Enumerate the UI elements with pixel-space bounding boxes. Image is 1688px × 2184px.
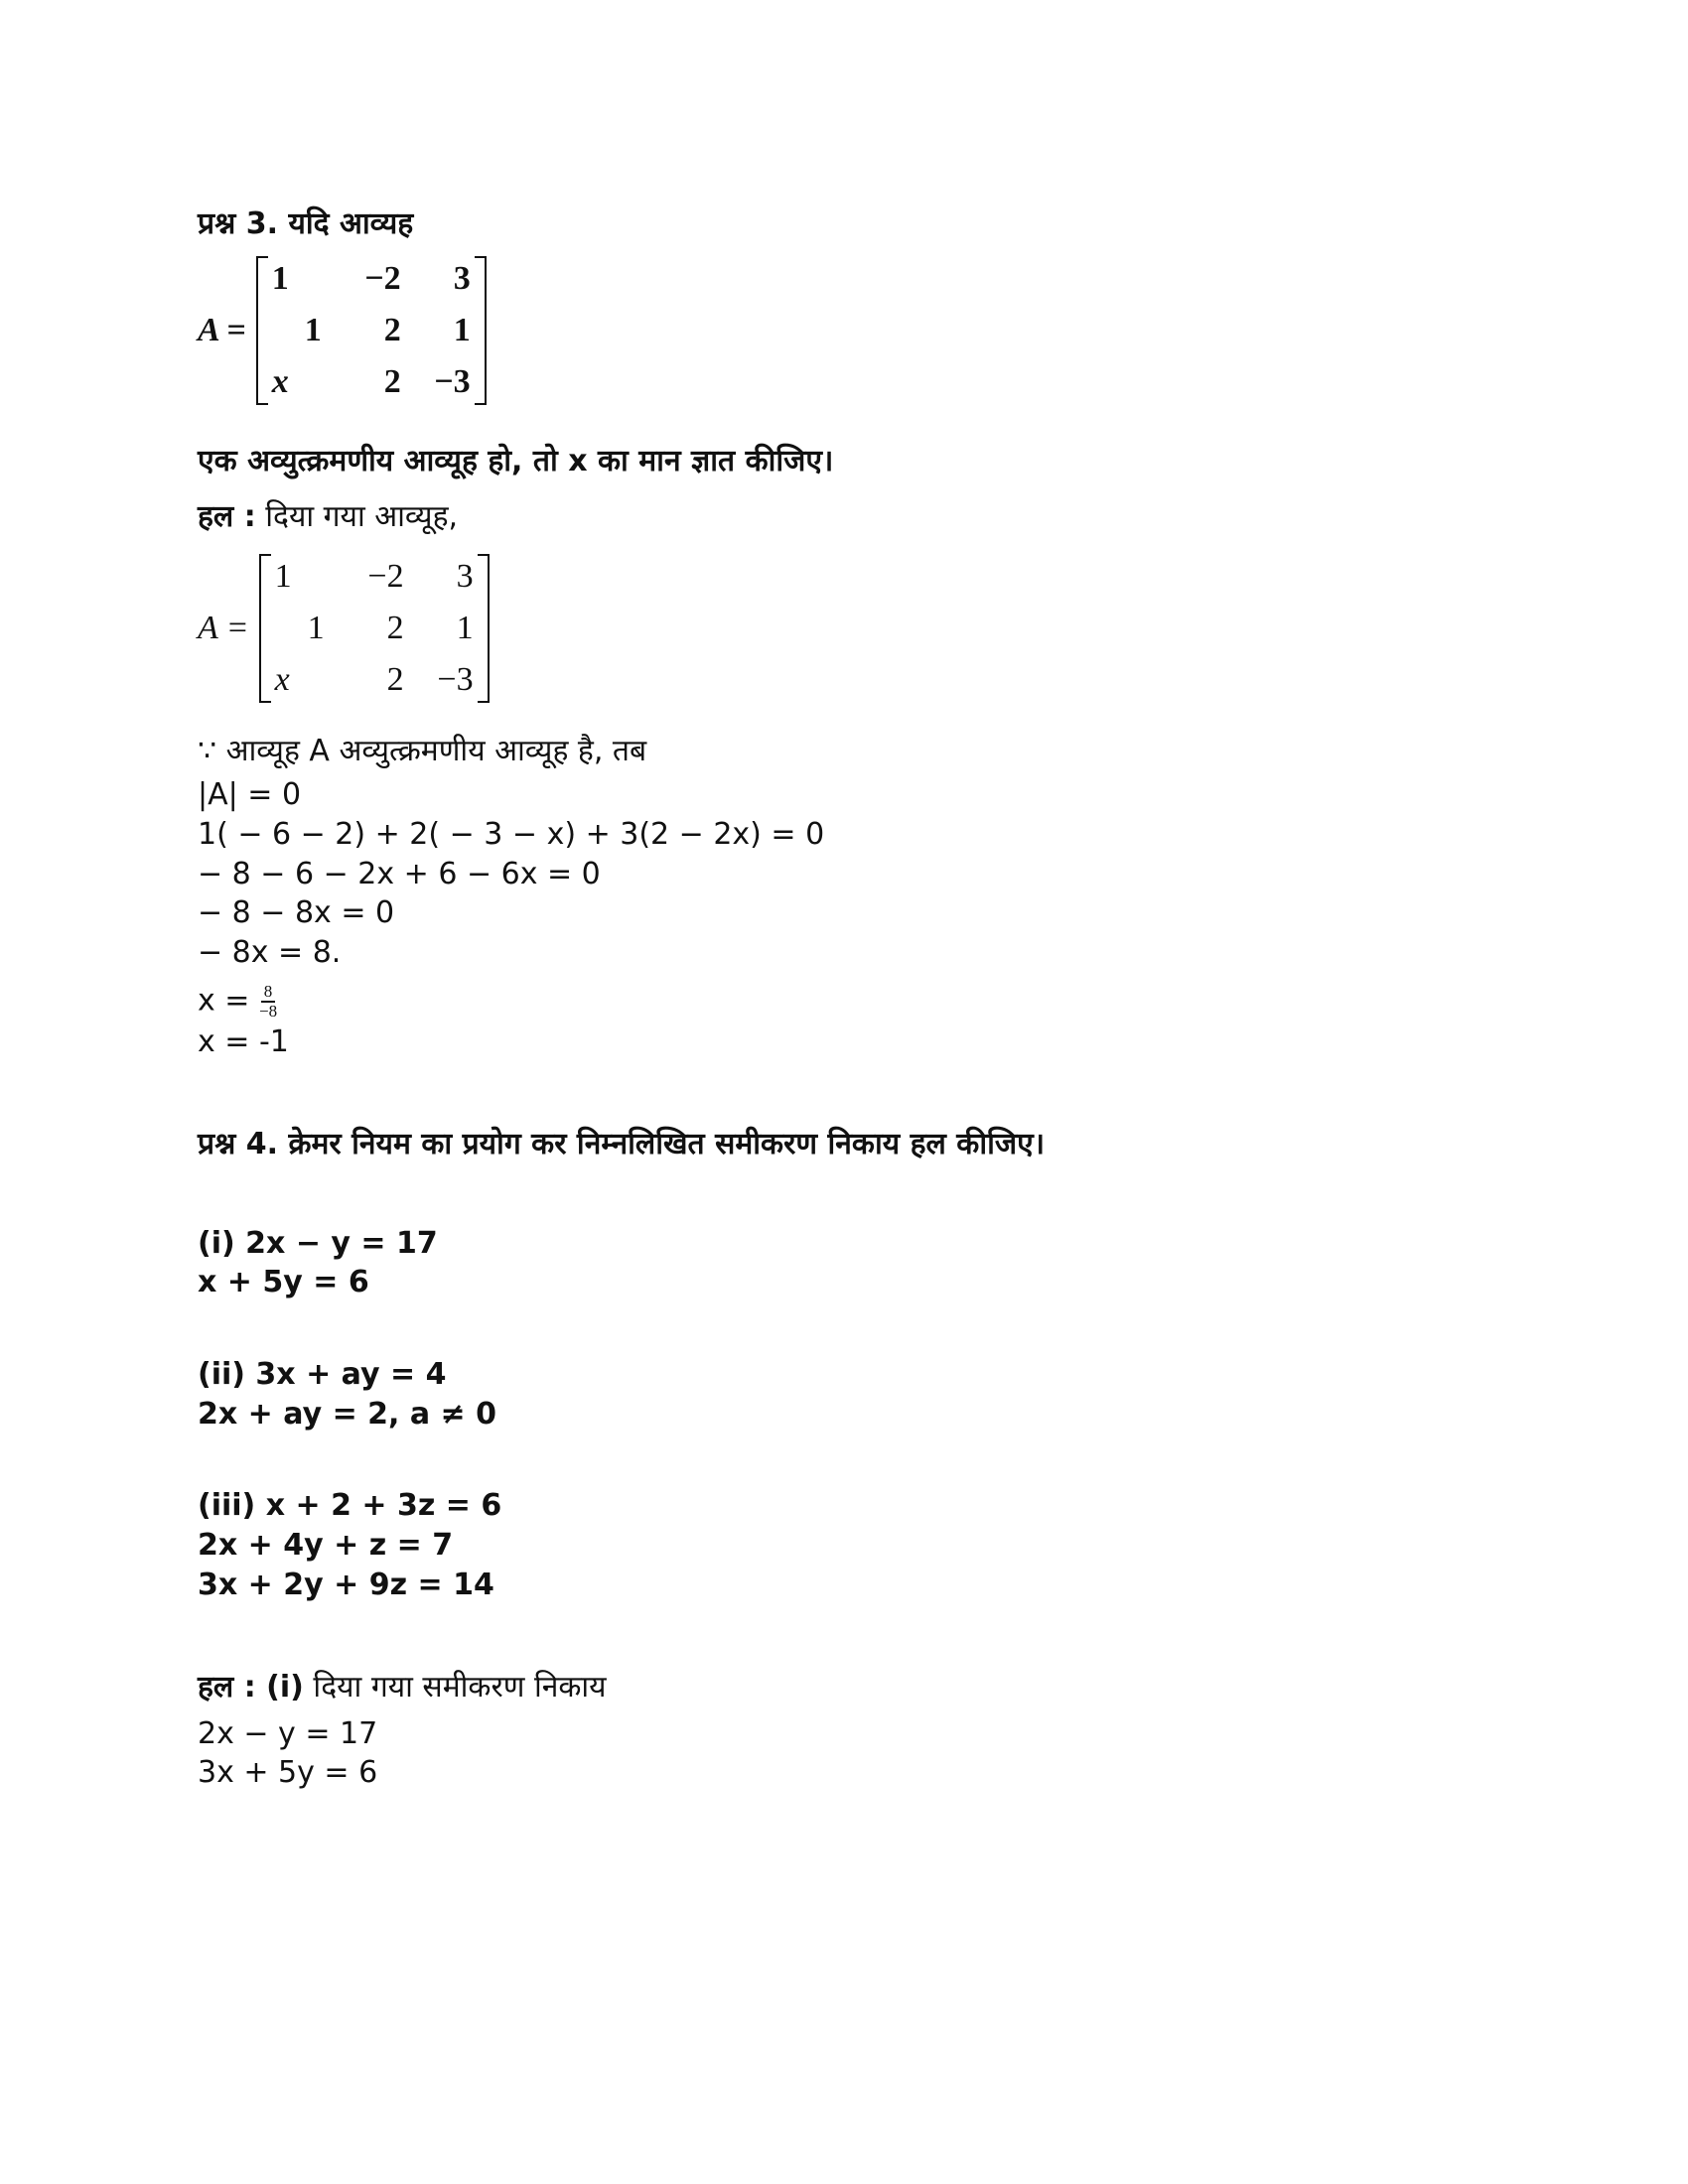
step-line: 1( − 6 − 2) + 2( − 3 − x) + 3(2 − 2x) = 0 — [198, 817, 825, 852]
system-line: 2x + ay = 2, a ≠ 0 — [198, 1397, 497, 1432]
matrix-cell: 1 — [274, 558, 292, 595]
system-line: 2x + 4y + z = 7 — [198, 1528, 454, 1563]
matrix-cell: 3 — [453, 260, 471, 297]
fraction-lhs: x = — [198, 983, 250, 1019]
question-3-title: प्रश्न 3. यदि आव्यह — [198, 206, 414, 241]
step-line: |A| = 0 — [198, 777, 302, 812]
matrix-cell: x — [274, 661, 290, 698]
matrix-cell: x — [271, 363, 289, 400]
system-line: x + 5y = 6 — [198, 1265, 369, 1299]
matrix-cell: −2 — [367, 558, 404, 595]
matrix-label: A = — [198, 312, 246, 348]
matrix-cell: 1 — [271, 260, 289, 297]
step-line: − 8 − 6 − 2x + 6 − 6x = 0 — [198, 857, 601, 891]
matrix-cell: −3 — [437, 661, 474, 698]
step-line: − 8x = 8. — [198, 935, 342, 970]
matrix-a-solution — [198, 554, 490, 703]
matrix-label: A = — [198, 610, 249, 646]
q4-solution-intro — [198, 1670, 607, 1706]
solution-intro — [198, 499, 458, 535]
numerator: 8 — [261, 983, 276, 1003]
solution-intro-text: दिया गया आव्यूह, — [265, 499, 459, 534]
left-bracket — [256, 256, 268, 405]
question-3-statement: एक अव्युत्क्रमणीय आव्यूह हो, तो x का मान ज्ञात कीजिए। — [198, 444, 834, 478]
system-line: 3x + 2y + 9z = 14 — [198, 1568, 494, 1602]
step-line: − 8 − 8x = 0 — [198, 895, 395, 930]
system-line: (i) 2x − y = 17 — [198, 1226, 438, 1261]
matrix-cell: 2 — [383, 363, 401, 400]
matrix-a-question — [198, 256, 487, 405]
fraction-step — [198, 983, 277, 1021]
solution-line: 3x + 5y = 6 — [198, 1755, 378, 1790]
question-4-title: प्रश्न 4. क्रेमर नियम का प्रयोग कर निम्नलिखित समीकरण निकाय हल कीजिए। — [198, 1127, 1046, 1161]
left-bracket — [259, 554, 271, 703]
solution-label: हल : (i) — [198, 1670, 304, 1705]
matrix-cell: 2 — [383, 312, 401, 348]
matrix-cell: 2 — [386, 610, 404, 646]
matrix-cell: 1 — [453, 312, 471, 348]
denominator: −8 — [258, 1002, 278, 1021]
solution-intro-text: दिया गया समीकरण निकाय — [313, 1670, 607, 1705]
step-line: ∵ आव्यूह A अव्युत्क्रमणीय आव्यूह है, तब — [198, 734, 647, 768]
system-line: (iii) x + 2 + 3z = 6 — [198, 1488, 502, 1523]
matrix-cell: 1 — [456, 610, 474, 646]
solution-label: हल : — [198, 499, 256, 534]
solution-line: 2x − y = 17 — [198, 1716, 378, 1751]
matrix-cell: 1 — [304, 312, 322, 348]
matrix-cell: −2 — [364, 260, 401, 297]
matrix-cell: 3 — [456, 558, 474, 595]
matrix-cell: 2 — [386, 661, 404, 698]
fraction — [259, 983, 277, 1021]
matrix-cell: 1 — [307, 610, 325, 646]
right-bracket — [478, 554, 490, 703]
answer-line: x = -1 — [198, 1024, 289, 1059]
system-line: (ii) 3x + ay = 4 — [198, 1357, 447, 1392]
matrix-cell: −3 — [434, 363, 471, 400]
right-bracket — [475, 256, 487, 405]
